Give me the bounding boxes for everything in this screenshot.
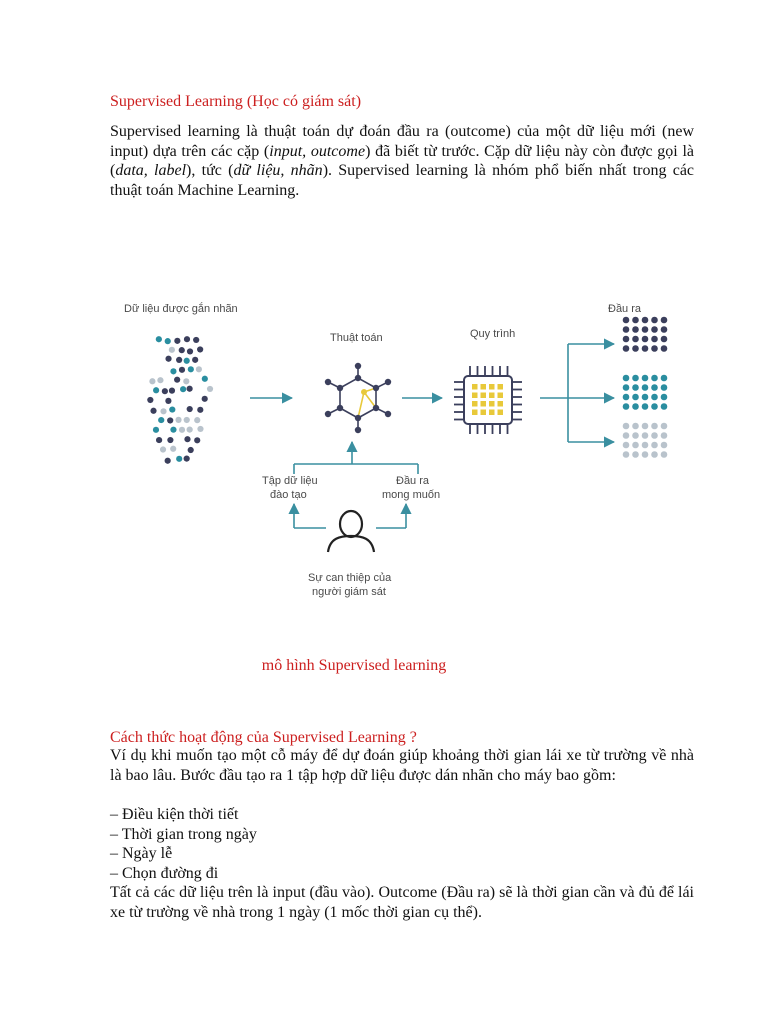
input-feature-list (110, 805, 694, 883)
labeled-data-cloud-icon (147, 336, 213, 464)
list-item: – Ngày lễ (110, 845, 173, 862)
output-grid-icons (623, 317, 668, 458)
label-supervisor-line1: Sự can thiệp của (308, 572, 392, 584)
list-item: – Thời gian trong ngày (110, 825, 257, 843)
label-desired-output-line1: Đầu ra (396, 475, 430, 487)
para-italic-3: dữ liệu, nhãn (233, 162, 323, 179)
intro-paragraph (110, 122, 694, 200)
section-heading-supervised-learning: Supervised Learning (Học có giám sát) (110, 93, 362, 110)
label-labeled-data: Dữ liệu được gắn nhãn (124, 303, 238, 315)
label-output: Đầu ra (608, 303, 642, 315)
label-training-set-line1: Tập dữ liệu (262, 475, 318, 487)
list-item: – Điều kiện thời tiết (110, 806, 239, 823)
para-italic-1: input, outcome (269, 142, 366, 160)
label-supervisor-line2: người giám sát (312, 586, 386, 598)
label-process: Quy trình (470, 328, 516, 340)
how-it-works-outro: Tất cả các dữ liệu trên là input (đầu vào). Outcome (Đầu ra) sẽ là thời gian cần và đủ để lái xe từ trường về nhà trong 1 ngày (1 mốc thời gian cụ thể). (110, 884, 694, 921)
para-text-3: ), tức ( (186, 162, 234, 179)
label-desired-output-line2: mong muốn (382, 489, 441, 501)
list-item: – Chọn đường đi (110, 864, 219, 882)
para-text-1: Supervised learning là thuật toán dự đoán đầu ra (outcome) của một dữ liệu mới (new input) dựa trên các cặp ( (110, 123, 694, 160)
supervised-learning-diagram (112, 290, 684, 610)
label-training-set-line2: đào tạo (270, 489, 307, 501)
figure-caption-text: mô hình Supervised learning (261, 657, 447, 674)
how-it-works-intro: Ví dụ khi muốn tạo một cỗ máy để dự đoán giúp khoảng thời gian lái xe từ trường về nhà là bao lâu. Bước đầu tạo ra 1 tập hợp dữ liệu được dán nhãn cho máy bao gồm: (110, 747, 694, 784)
supervisor-person-icon (328, 511, 374, 552)
para-text-4: ). Supervised learning là nhóm phổ biến nhất trong các thuật toán Machine Learning. (110, 162, 695, 199)
para-italic-2: data, label (115, 162, 187, 179)
process-chip-icon (454, 366, 522, 434)
label-algorithm: Thuật toán (330, 332, 383, 344)
para-text-2: ) đã biết từ trước. Cặp dữ liệu này còn được gọi là ( (110, 142, 695, 179)
section-heading-how-it-works: Cách thức hoạt động của Supervised Learning ? (110, 729, 417, 746)
figure-caption (0, 656, 768, 675)
